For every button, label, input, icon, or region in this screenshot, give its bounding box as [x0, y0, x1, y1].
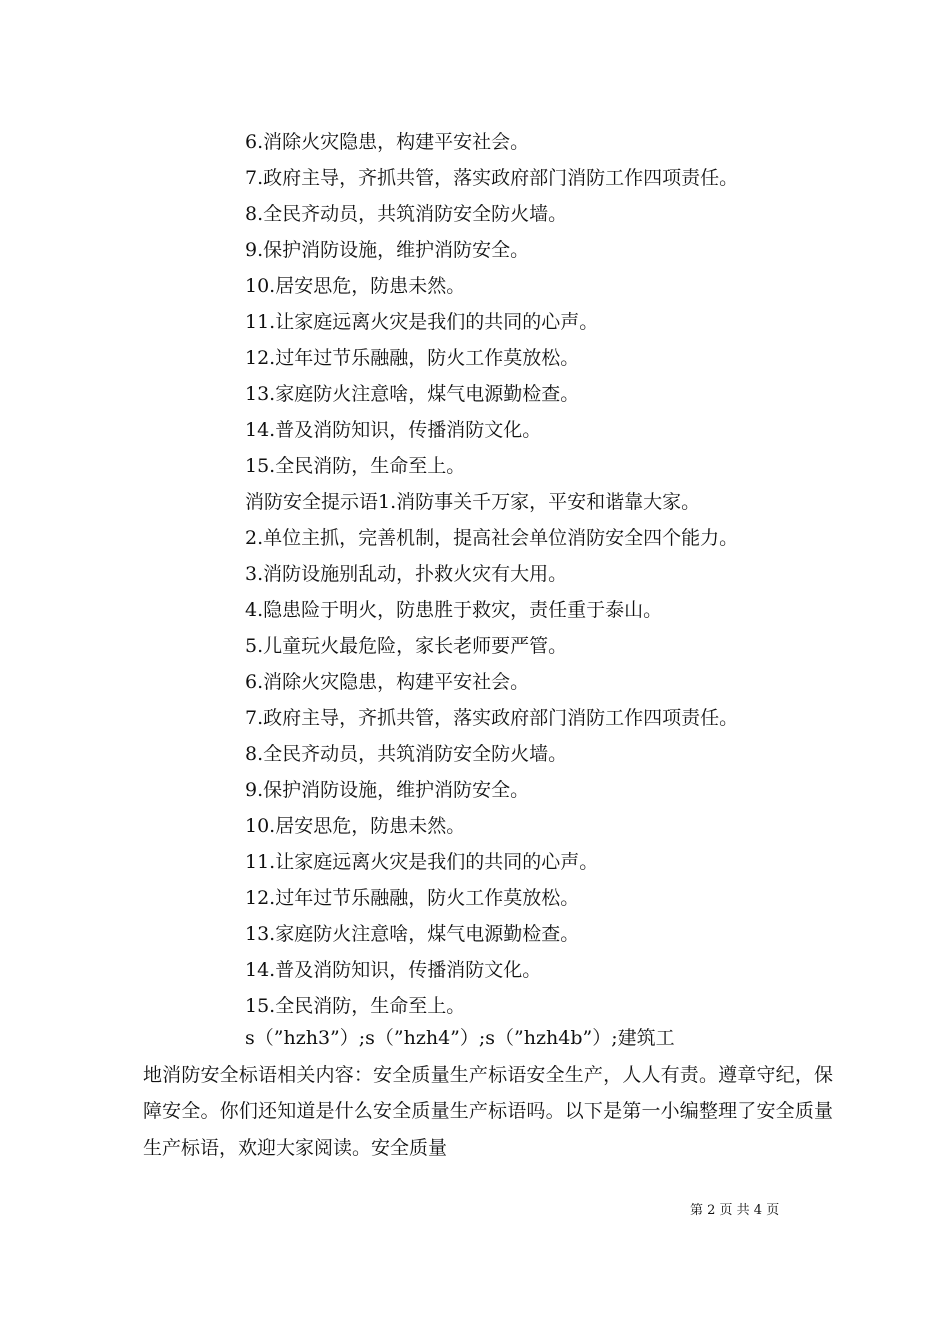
list-item: 13.家庭防火注意啥，煤气电源勤检查。 [245, 923, 580, 945]
list-item: 6.消除火灾隐患，构建平安社会。 [245, 131, 530, 153]
section-heading-line: 消防安全提示语1.消防事关千万家，平安和谐靠大家。 [245, 491, 701, 513]
list-item: 9.保护消防设施，维护消防安全。 [245, 239, 530, 261]
list-item: 5.儿童玩火最危险，家长老师要严管。 [245, 635, 568, 657]
paragraph-rest: 地消防安全标语相关内容：安全质量生产标语安全生产，人人有责。遵章守纪，保障安全。你们还知道是什么安全质量生产标语吗。以下是第一小编整理了安全质量生产标语，欢迎大家阅读。安全质量 [143, 1063, 833, 1159]
list-item: 7.政府主导，齐抓共管，落实政府部门消防工作四项责任。 [245, 707, 739, 729]
paragraph-first-line: s（”hzh3”）;s（”hzh4”）;s（”hzh4b”）;建筑工 [245, 1027, 675, 1049]
page-footer: 第 2 页 共 4 页 [690, 1203, 780, 1218]
list-item: 6.消除火灾隐患，构建平安社会。 [245, 671, 530, 693]
list-item: 13.家庭防火注意啥，煤气电源勤检查。 [245, 383, 580, 405]
list-item: 12.过年过节乐融融，防火工作莫放松。 [245, 347, 580, 369]
list-item: 15.全民消防，生命至上。 [245, 455, 466, 477]
list-item: 10.居安思危，防患未然。 [245, 815, 466, 837]
list-item: 15.全民消防，生命至上。 [245, 995, 466, 1017]
list-item: 8.全民齐动员，共筑消防安全防火墙。 [245, 743, 568, 765]
list-item: 2.单位主抓，完善机制，提高社会单位消防安全四个能力。 [245, 527, 739, 549]
list-item: 12.过年过节乐融融，防火工作莫放松。 [245, 887, 580, 909]
list-item: 10.居安思危，防患未然。 [245, 275, 466, 297]
list-item: 14.普及消防知识，传播消防文化。 [245, 959, 542, 981]
list-item: 3.消防设施别乱动，扑救火灾有大用。 [245, 563, 568, 585]
list-item: 7.政府主导，齐抓共管，落实政府部门消防工作四项责任。 [245, 167, 739, 189]
body-paragraph [143, 1020, 833, 1166]
list-item: 9.保护消防设施，维护消防安全。 [245, 779, 530, 801]
list-item: 8.全民齐动员，共筑消防安全防火墙。 [245, 203, 568, 225]
list-item: 11.让家庭远离火灾是我们的共同的心声。 [245, 851, 599, 873]
list-item: 4.隐患险于明火，防患胜于救灾，责任重于泰山。 [245, 599, 663, 621]
list-item: 14.普及消防知识，传播消防文化。 [245, 419, 542, 441]
list-item: 11.让家庭远离火灾是我们的共同的心声。 [245, 311, 599, 333]
slogan-list [245, 124, 845, 1024]
